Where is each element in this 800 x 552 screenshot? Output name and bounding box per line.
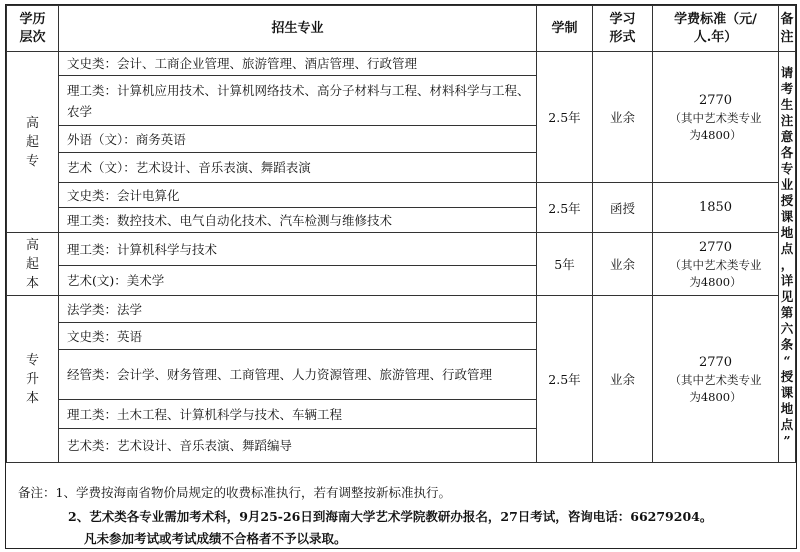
mode-cell: 业余 [593,296,653,463]
mode-cell: 业余 [593,233,653,296]
fee-note: （其中艺术类专业为4800） [669,372,762,404]
remark-cell [779,52,796,463]
header-fee: 学费标准（元/人.年） [653,6,779,52]
major-cell: 理工类：数控技术、电气自动化技术、汽车检测与维修技术 [59,208,537,233]
header-duration: 学制 [537,6,593,52]
fee-amount: 2770 [698,239,733,255]
fee-note: （其中艺术类专业为4800） [669,110,762,142]
fee-cell [653,296,779,463]
major-cell: 艺术(文)：美术学 [59,266,537,296]
admissions-table-frame [5,4,797,549]
note-line-2: 2、艺术类各专业需加考术科，9月25-26日到海南大学艺术学院教研办报名，27日考试，咨询电话：66279204。 [68,509,713,524]
major-cell: 艺术类：艺术设计、音乐表演、舞蹈编导 [59,429,537,463]
remark-text: 请考生注意各专业授课地点，详见第六条“授课地点” [780,65,794,448]
table-row [7,233,796,266]
major-cell: 法学类：法学 [59,296,537,323]
fee-amount: 2770 [698,354,733,370]
major-cell: 理工类：计算机应用技术、计算机网络技术、高分子材料与工程、材料科学与工程、农学 [59,76,537,126]
level-cell: 专升本 [7,296,59,463]
header-major: 招生专业 [59,6,537,52]
fee-note: （其中艺术类专业为4800） [669,257,762,289]
header-mode: 学习形式 [593,6,653,52]
mode-cell: 业余 [593,52,653,183]
note-line-1: 备注：1、学费按海南省物价局规定的收费标准执行，若有调整按新标准执行。 [18,485,451,500]
mode-cell: 函授 [593,183,653,233]
note-line-3: 凡未参加考试或考试成绩不合格者不予以录取。 [84,531,347,546]
major-cell: 文史类：会计电算化 [59,183,537,208]
duration-cell: 2.5年 [537,296,593,463]
fee-cell [653,183,779,233]
level-cell: 高起本 [7,233,59,296]
fee-cell [653,233,779,296]
major-cell: 外语（文）：商务英语 [59,126,537,153]
fee-amount: 2770 [698,92,733,108]
fee-amount: 1850 [698,200,733,215]
duration-cell: 5年 [537,233,593,296]
table-row [7,296,796,323]
fee-cell [653,52,779,183]
major-cell: 艺术（文）：艺术设计、音乐表演、舞蹈表演 [59,153,537,183]
duration-cell: 2.5年 [537,52,593,183]
major-cell: 理工类：计算机科学与技术 [59,233,537,266]
major-cell: 文史类：英语 [59,323,537,350]
level-cell: 高起专 [7,52,59,233]
duration-cell: 2.5年 [537,183,593,233]
admissions-table [6,5,796,463]
major-cell: 文史类：会计、工商企业管理、旅游管理、酒店管理、行政管理 [59,52,537,76]
major-cell: 经管类：会计学、财务管理、工商管理、人力资源管理、旅游管理、行政管理 [59,350,537,400]
header-remark: 备注 [779,6,796,52]
major-cell: 理工类：土木工程、计算机科学与技术、车辆工程 [59,400,537,429]
header-row [7,6,796,52]
table-row [7,183,796,208]
header-level: 学历层次 [7,6,59,52]
table-row [7,52,796,76]
